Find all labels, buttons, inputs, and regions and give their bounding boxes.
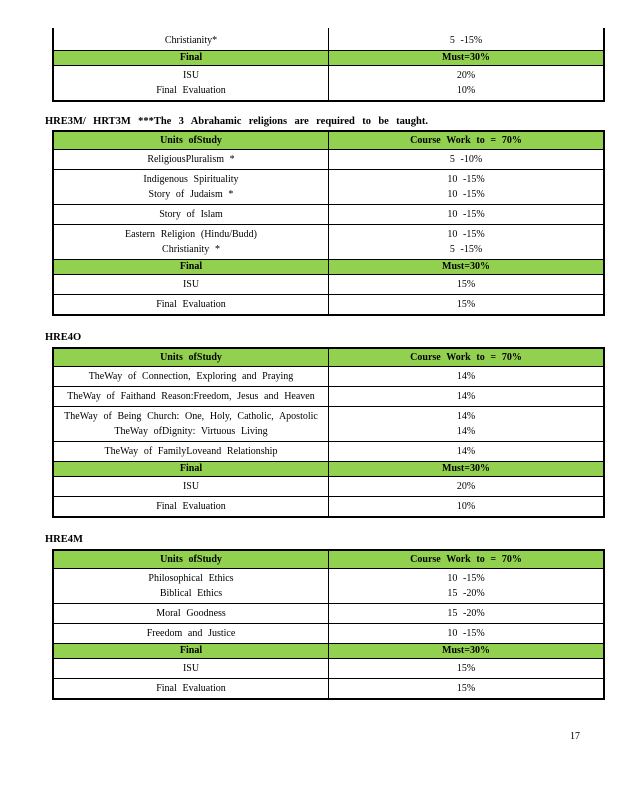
cell-line: 20% [456, 70, 476, 81]
final-row [53, 51, 604, 66]
table-row [53, 66, 604, 102]
cell-line: Units ofStudy [160, 135, 222, 146]
cell-line: 14% [456, 391, 476, 402]
cell-line: ISU [182, 70, 200, 81]
cell-line: 5 -15% [449, 244, 483, 255]
unit-cell [53, 170, 329, 205]
cell-line: Final [179, 645, 203, 656]
value-cell [329, 170, 605, 205]
value-cell [329, 150, 605, 170]
cell-line: Moral Goodness [156, 608, 226, 619]
table-row [53, 679, 604, 700]
unit-cell [53, 624, 329, 644]
table-row [53, 569, 604, 604]
table-row [53, 659, 604, 679]
unit-cell [53, 51, 329, 66]
table-row [53, 442, 604, 462]
cell-line: Course Work to = 70% [410, 554, 522, 565]
header-row [53, 550, 604, 569]
table-row [53, 225, 604, 260]
cell-line: Course Work to = 70% [410, 352, 522, 363]
table-row [53, 170, 604, 205]
table-row [53, 367, 604, 387]
cell-line: 14% [456, 446, 476, 457]
value-cell [329, 260, 605, 275]
cell-line: Must=30% [442, 261, 490, 272]
table-row [53, 477, 604, 497]
unit-cell [53, 367, 329, 387]
cell-line: TheWay of Faithand Reason:Freedom, Jesus and Heaven [67, 391, 315, 402]
table-row [53, 150, 604, 170]
unit-cell [53, 550, 329, 569]
cell-line: 15% [456, 279, 476, 290]
cell-line: 20% [456, 481, 476, 492]
unit-cell [53, 462, 329, 477]
cell-line: ISU [182, 279, 200, 290]
cell-line: 15 -20% [447, 608, 485, 619]
cell-line: TheWay of FamilyLoveand Relationship [104, 446, 278, 457]
table-row [53, 497, 604, 518]
cell-line: 15 -20% [447, 588, 485, 599]
value-cell [329, 569, 605, 604]
value-cell [329, 225, 605, 260]
unit-cell [53, 275, 329, 295]
unit-cell [53, 442, 329, 462]
grade-table [52, 130, 605, 316]
table-row [53, 407, 604, 442]
value-cell [329, 407, 605, 442]
value-cell [329, 477, 605, 497]
cell-line: Final Evaluation [156, 85, 226, 96]
value-cell [329, 295, 605, 316]
cell-line: Philosophical Ethics [148, 573, 234, 584]
final-row [53, 462, 604, 477]
table-row [53, 275, 604, 295]
unit-cell [53, 497, 329, 518]
value-cell [329, 387, 605, 407]
cell-line: Final [179, 52, 203, 63]
cell-line: 10 -15% [447, 628, 485, 639]
cell-line: Christianity* [164, 35, 218, 46]
unit-cell [53, 295, 329, 316]
unit-cell [53, 569, 329, 604]
unit-cell [53, 477, 329, 497]
cell-line: Course Work to = 70% [410, 135, 522, 146]
table-row [53, 387, 604, 407]
unit-cell [53, 28, 329, 51]
unit-cell [53, 659, 329, 679]
unit-cell [53, 644, 329, 659]
cell-line: Indigenous Spirituality [143, 174, 239, 185]
grade-table [52, 549, 605, 700]
value-cell [329, 205, 605, 225]
grade-table [52, 347, 605, 518]
cell-line: 10 -15% [447, 189, 485, 200]
cell-line: TheWay of Being Church: One, Holy, Catholic, Apostolic [64, 411, 318, 422]
cell-line: Eastern Religion (Hindu/Budd) [125, 229, 257, 240]
cell-line: ReligiousPluralism * [147, 154, 235, 165]
cell-line: Freedom and Justice [146, 628, 236, 639]
value-cell [329, 442, 605, 462]
cell-line: Story of Islam [159, 209, 223, 220]
table-row [53, 624, 604, 644]
cell-line: 14% [456, 426, 476, 437]
cell-line: Units ofStudy [160, 352, 222, 363]
value-cell [329, 51, 605, 66]
final-row [53, 260, 604, 275]
cell-line: Final [179, 463, 203, 474]
cell-line: Final [179, 261, 203, 272]
value-cell [329, 462, 605, 477]
unit-cell [53, 66, 329, 102]
cell-line: 5 -15% [449, 35, 483, 46]
unit-cell [53, 205, 329, 225]
unit-cell [53, 260, 329, 275]
unit-cell [53, 348, 329, 367]
cell-line: 10 -15% [447, 573, 485, 584]
unit-cell [53, 131, 329, 150]
cell-line: Final Evaluation [156, 501, 226, 512]
header-row [53, 348, 604, 367]
cell-line: 5 -10% [449, 154, 483, 165]
cell-line: Must=30% [442, 463, 490, 474]
value-cell [329, 66, 605, 102]
unit-cell [53, 604, 329, 624]
cell-line: ISU [182, 481, 200, 492]
cell-line: 15% [456, 299, 476, 310]
unit-cell [53, 407, 329, 442]
value-cell [329, 679, 605, 700]
cell-line: Biblical Ethics [159, 588, 223, 599]
section-heading: HRE4O [45, 332, 82, 343]
cell-line: TheWay of Connection, Exploring and Praying [88, 371, 294, 382]
table-row [53, 205, 604, 225]
cell-line: 10% [456, 501, 476, 512]
value-cell [329, 550, 605, 569]
page-number: 17 [570, 731, 580, 742]
cell-line: Christianity * [162, 244, 220, 255]
section-heading: HRE3M/ HRT3M ***The 3 Abrahamic religions are required to be taught. [45, 116, 428, 127]
cell-line: 15% [456, 683, 476, 694]
value-cell [329, 348, 605, 367]
section-heading: HRE4M [45, 534, 83, 545]
value-cell [329, 367, 605, 387]
cell-line: ISU [182, 663, 200, 674]
cell-line: Final Evaluation [156, 683, 226, 694]
cell-line: Must=30% [442, 52, 490, 63]
final-row [53, 644, 604, 659]
cell-line: 15% [456, 663, 476, 674]
cell-line: 10 -15% [447, 174, 485, 185]
value-cell [329, 28, 605, 51]
cell-line: 14% [456, 371, 476, 382]
cell-line: 10 -15% [447, 229, 485, 240]
cell-line: 10% [456, 85, 476, 96]
value-cell [329, 131, 605, 150]
header-row [53, 131, 604, 150]
cell-line: Final Evaluation [156, 299, 226, 310]
value-cell [329, 624, 605, 644]
value-cell [329, 604, 605, 624]
unit-cell [53, 387, 329, 407]
unit-cell [53, 679, 329, 700]
cell-line: 10 -15% [447, 209, 485, 220]
cell-line: Must=30% [442, 645, 490, 656]
unit-cell [53, 150, 329, 170]
table-row [53, 28, 604, 51]
document-content [0, 28, 618, 700]
unit-cell [53, 225, 329, 260]
cell-line: TheWay ofDignity: Virtuous Living [114, 426, 268, 437]
grade-table [52, 28, 605, 102]
value-cell [329, 644, 605, 659]
cell-line: 14% [456, 411, 476, 422]
cell-line: Units ofStudy [160, 554, 222, 565]
cell-line: Story of Judaism * [148, 189, 234, 200]
table-row [53, 604, 604, 624]
value-cell [329, 275, 605, 295]
value-cell [329, 497, 605, 518]
value-cell [329, 659, 605, 679]
table-row [53, 295, 604, 316]
